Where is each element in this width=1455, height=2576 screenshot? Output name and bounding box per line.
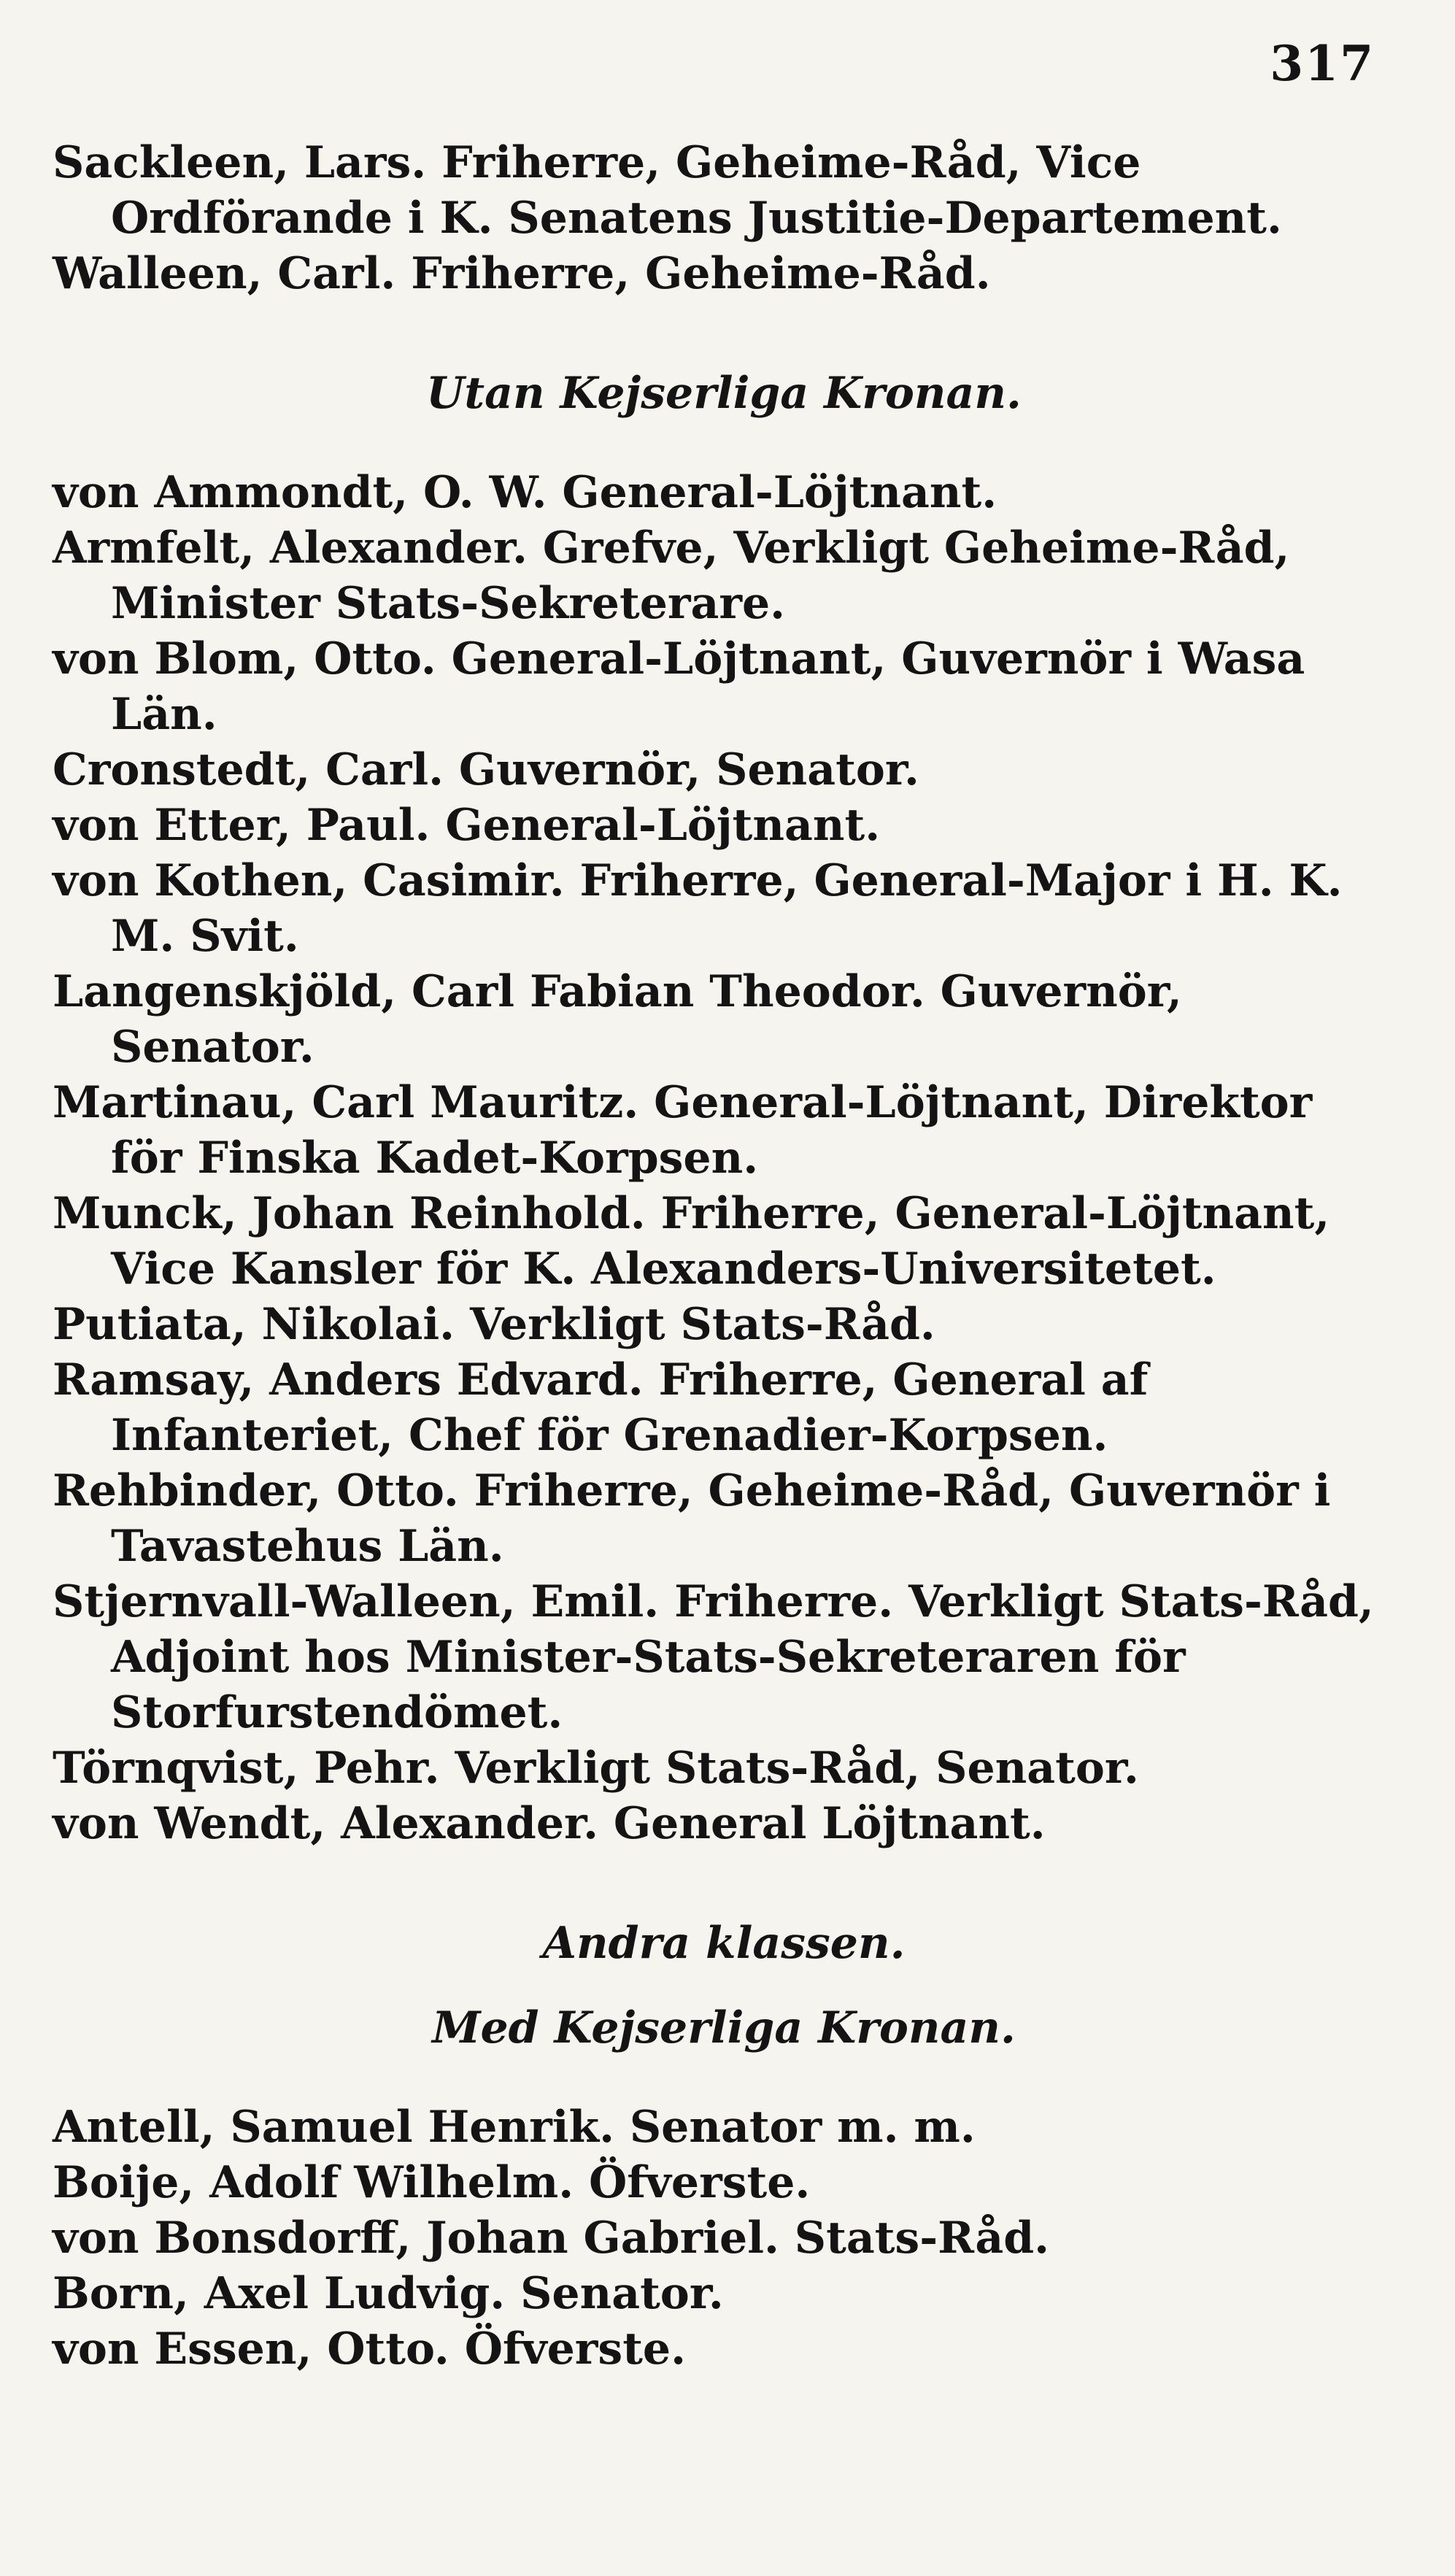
entry: Törnqvist, Pehr. Verkligt Stats-Råd, Senator. (53, 1743, 1139, 1794)
entry: Boije, Adolf Wilhelm. Öfverste. (53, 2157, 811, 2208)
entry: von Bonsdorff, Johan Gabriel. Stats-Råd. (53, 2213, 1050, 2264)
entry: Antell, Samuel Henrik. Senator m. m. (53, 2102, 976, 2153)
entry: Armfelt, Alexander. Grefve, Verkligt Geheime-Råd, Minister Stats-Sekreterare. (53, 522, 1305, 629)
section-heading-utan: Utan Kejserliga Kronan. (426, 368, 1022, 419)
entry: Langenskjöld, Carl Fabian Theodor. Guvernör, Senator. (53, 966, 1197, 1073)
entry: von Ammondt, O. W. General-Löjtnant. (53, 467, 997, 518)
section-with-crown-continued (53, 135, 1395, 301)
entry: Born, Axel Ludvig. Senator. (53, 2268, 724, 2319)
section-heading-med: Med Kejserliga Kronan. (432, 2002, 1016, 2054)
entry: von Essen, Otto. Öfverste. (53, 2324, 686, 2375)
page-content (53, 135, 1395, 2377)
entry: von Etter, Paul. General-Löjtnant. (53, 800, 881, 851)
entry: von Blom, Otto. General-Löjtnant, Guvernör i Wasa Län. (53, 633, 1321, 740)
entry: von Wendt, Alexander. General Löjtnant. (53, 1798, 1046, 1849)
entry: Ramsay, Anders Edvard. Friherre, General af Infanteriet, Chef för Grenadier-Korpsen. (53, 1354, 1164, 1461)
entry: Sackleen, Lars. Friherre, Geheime-Råd, Vice Ordförande i K. Senatens Justitie-Departement. (53, 137, 1282, 244)
entry: Walleen, Carl. Friherre, Geheime-Råd. (53, 248, 991, 299)
entry: Martinau, Carl Mauritz. General-Löjtnant, Direktor för Finska Kadet-Korpsen. (53, 1077, 1328, 1184)
entry: Munck, Johan Reinhold. Friherre, General-Löjtnant, Vice Kansler för K. Alexanders-Universitetet. (53, 1188, 1346, 1295)
page-number: 317 (1270, 35, 1375, 92)
entry: Cronstedt, Carl. Guvernör, Senator. (53, 744, 919, 795)
entry: Putiata, Nikolai. Verkligt Stats-Råd. (53, 1299, 935, 1350)
section-without-crown (53, 465, 1395, 1851)
entry: Stjernvall-Walleen, Emil. Friherre. Verkligt Stats-Råd, Adjoint hos Minister-Stats-Sekreteraren för Storfurstendömet. (53, 1576, 1389, 1738)
entry: Rehbinder, Otto. Friherre, Geheime-Råd, Guvernör i Tavastehus Län. (53, 1465, 1346, 1572)
section-second-class-with-crown (53, 2099, 1395, 2377)
entry: von Kothen, Casimir. Friherre, General-Major i H. K. M. Svit. (53, 855, 1358, 962)
class-heading-andra: Andra klassen. (542, 1918, 906, 1969)
